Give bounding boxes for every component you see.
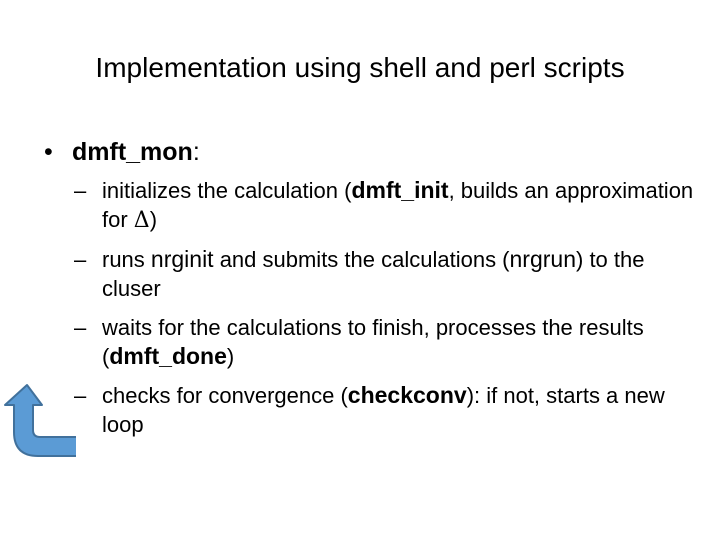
text: ): if not, starts a new loop <box>102 383 665 437</box>
delta-symbol: Δ <box>133 208 150 233</box>
code-nrgrun: nrgrun <box>509 246 576 272</box>
text: checks for convergence ( <box>102 383 348 408</box>
text: and submits the calculations ( <box>213 247 510 272</box>
bullet-dmft-mon <box>44 134 200 170</box>
bullet-colon: : <box>192 138 200 166</box>
sub-bullet-checks <box>74 381 694 439</box>
slide-title: Implementation using shell and perl scripts <box>95 52 625 83</box>
dash-marker: – <box>74 315 87 340</box>
text: initializes the calculation ( <box>102 178 352 203</box>
text: runs <box>102 247 151 272</box>
text: , builds an approximation for <box>102 178 694 232</box>
text: ) to the cluser <box>102 247 645 301</box>
sub-bullet-initializes <box>74 176 694 235</box>
bullet-marker: • <box>44 138 53 166</box>
code-dmft-done: dmft_done <box>109 343 227 369</box>
code-dmft-init: dmft_init <box>351 177 449 203</box>
sub-bullet-waits <box>74 313 694 371</box>
bullet-name: dmft_mon <box>72 138 193 166</box>
sub-bullet-runs <box>74 245 694 303</box>
loop-arrow-shape <box>5 385 76 456</box>
dash-marker: – <box>74 178 87 203</box>
dash-marker: – <box>74 247 87 272</box>
text: waits for the calculations to finish, processes the results ( <box>102 315 644 369</box>
code-checkconv: checkconv <box>347 382 467 408</box>
text: ) <box>149 207 158 232</box>
loop-arrow-icon <box>4 383 76 459</box>
code-nrginit: nrginit <box>150 246 214 272</box>
text: ) <box>226 344 235 369</box>
sub-bullet-list <box>74 176 694 449</box>
dash-marker: – <box>74 383 87 408</box>
